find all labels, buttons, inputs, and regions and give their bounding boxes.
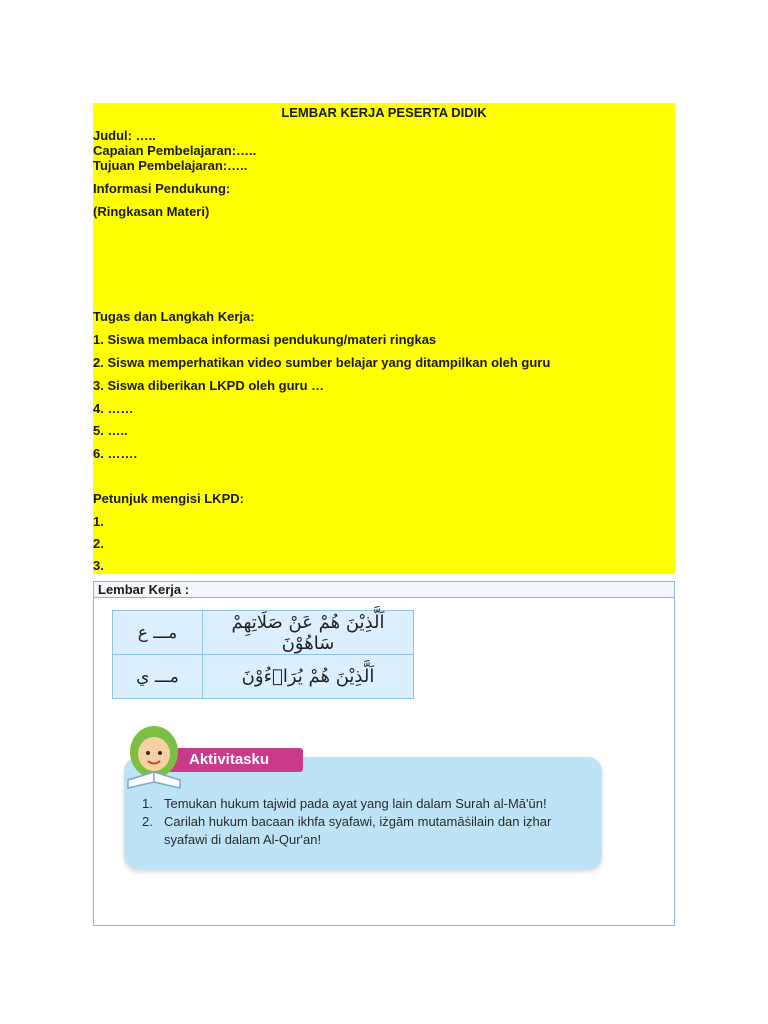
table-row [113,611,414,655]
tugas-step: 1. Siswa membaca informasi pendukung/materi ringkas [93,332,437,347]
ringkasan-label: (Ringkasan Materi) [93,204,210,219]
petunjuk-item: 1. [93,514,104,529]
student-avatar-icon [124,722,190,792]
judul-label: Judul: ….. [93,128,156,143]
tugas-heading: Tugas dan Langkah Kerja: [93,309,255,324]
petunjuk-heading: Petunjuk mengisi LKPD: [93,491,244,506]
tugas-step: 4. …… [93,401,134,416]
table-row [113,655,414,699]
tugas-step: 5. ….. [93,423,128,438]
activity-list [140,795,592,849]
tugas-step: 6. ……. [93,446,138,461]
letters-cell: مـــ ع [113,611,203,655]
item-number: 2. [142,814,153,829]
petunjuk-item: 3. [93,558,104,573]
item-number: 1. [142,796,153,811]
list-item [140,795,592,813]
capaian-label: Capaian Pembelajaran:….. [93,143,257,158]
tajwid-table [112,610,414,699]
item-text: Temukan hukum tajwid pada ayat yang lain dalam Surah al-Mā'ūn! [164,796,547,811]
lembar-kerja-panel [93,581,675,926]
item-text: Carilah hukum bacaan ikhfa syafawi, iżgām mutamāṡilain dan iẓhar syafawi di dalam Al-Qur'an! [164,814,552,847]
tugas-step: 3. Siswa diberikan LKPD oleh guru … [93,378,325,393]
tujuan-label: Tujuan Pembelajaran:….. [93,158,248,173]
list-item [140,813,592,849]
informasi-label: Informasi Pendukung: [93,181,231,196]
activity-title: Aktivitasku [189,751,270,768]
verse-cell: اَلَّذِيْنَ هُمْ عَنْ صَلَاتِهِمْ سَاهُوْنَ [203,611,414,655]
lkpd-info-box [93,103,675,574]
tugas-step: 2. Siswa memperhatikan video sumber belajar yang ditampilkan oleh guru [93,355,551,370]
lembar-kerja-heading: Lembar Kerja : [94,582,674,598]
verse-cell: اَلَّذِيْنَ هُمْ يُرَاۤءُوْنَ [203,655,414,699]
letters-cell: مـــ ي [113,655,203,699]
petunjuk-item: 2. [93,536,104,551]
activity-card [124,757,602,869]
page-title: LEMBAR KERJA PESERTA DIDIK [281,105,487,120]
